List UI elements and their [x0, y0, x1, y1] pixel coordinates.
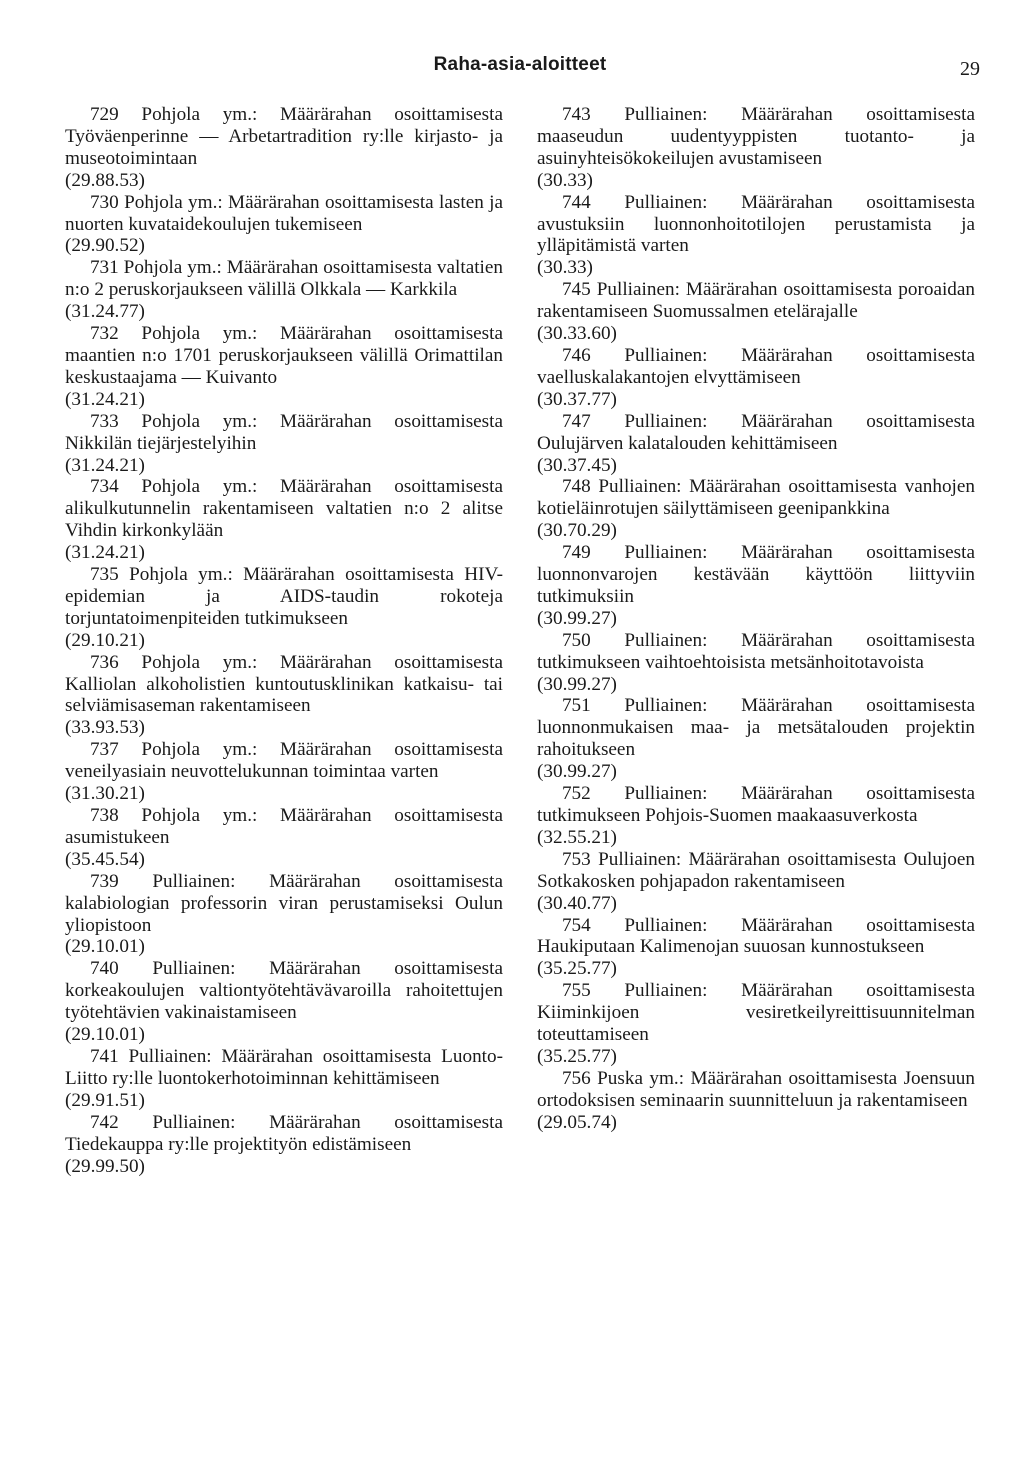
entry-text: 733 Pohjola ym.: Määrärahan osoittamisesta Nikkilän tiejärjestelyihin: [65, 410, 503, 454]
list-item: [537, 695, 975, 783]
list-item: [537, 630, 975, 696]
entry-text: 751 Pulliainen: Määrärahan osoittamisesta luonnonmukaisen maa- ja metsätalouden projektin rahoitukseen: [537, 695, 975, 761]
left-column: [65, 104, 503, 1177]
list-item: [537, 783, 975, 849]
entry-text: 736 Pohjola ym.: Määrärahan osoittamisesta Kalliolan alkoholistien kuntoutusklinikan katkaisu- tai selviämisaseman rakentamiseen: [65, 651, 503, 717]
list-item: [65, 564, 503, 652]
list-item: [65, 739, 503, 805]
entry-text: 739 Pulliainen: Määrärahan osoittamisesta kalabiologian professorin viran perustamiseksi Oulun yliopistoon: [65, 870, 503, 936]
entry-text: 729 Pohjola ym.: Määrärahan osoittamisesta Työväenperinne — Arbetartradition ry:lle kirjasto- ja museotoimintaan: [65, 104, 503, 169]
entry-text: 746 Pulliainen: Määrärahan osoittamisesta vaelluskalakantojen elvyttämiseen: [537, 344, 975, 388]
list-item: [65, 1046, 503, 1112]
list-item: [537, 345, 975, 411]
entry-text: 752 Pulliainen: Määrärahan osoittamisesta tutkimukseen Pohjois-Suomen maakaasuverkosta: [537, 783, 975, 826]
entry-reference: (29.99.50): [65, 1155, 145, 1177]
list-item: [65, 104, 503, 192]
list-item: [537, 104, 975, 192]
entry-text: 744 Pulliainen: Määrärahan osoittamisesta avustuksiin luonnonhoitotilojen perustamista ja ylläpitämistä varten: [537, 191, 975, 257]
list-item: [537, 411, 975, 477]
entry-reference: (29.10.01): [65, 936, 145, 958]
entry-reference: (30.33.60): [537, 323, 617, 345]
entry-text: 754 Pulliainen: Määrärahan osoittamisesta Haukiputaan Kalimenojan suuosan kunnostukseen: [537, 914, 975, 958]
entry-text: 755 Pulliainen: Määrärahan osoittamisesta Kiiminkijoen vesiretkeilyreittisuunnitelman toteuttamiseen: [537, 980, 975, 1046]
entry-reference: (31.24.21): [65, 542, 145, 564]
list-item: [537, 542, 975, 630]
entry-reference: (35.25.77): [537, 1045, 617, 1067]
list-item: [65, 323, 503, 411]
entry-reference: (30.40.77): [537, 892, 617, 914]
list-item: [65, 652, 503, 740]
entry-reference: (29.88.53): [65, 169, 145, 191]
entry-text: 734 Pohjola ym.: Määrärahan osoittamisesta alikulkutunnelin rakentamiseen valtatien n:o 2 alitse Vihdin kirkonkylään: [65, 476, 503, 542]
entry-text: 741 Pulliainen: Määrärahan osoittamisesta Luonto-Liitto ry:lle luontokerhotoiminnan kehittämiseen: [65, 1045, 503, 1089]
entry-reference: (30.70.29): [537, 520, 617, 542]
entry-reference: (30.33): [537, 169, 593, 191]
entry-text: 745 Pulliainen: Määrärahan osoittamisesta poroaidan rakentamiseen Suomussalmen etelärajalle: [537, 279, 975, 323]
entry-reference: (35.45.54): [65, 848, 145, 870]
entry-text: 753 Pulliainen: Määrärahan osoittamisesta Oulujoen Sotkakosken pohjapadon rakentamiseen: [537, 848, 975, 892]
entry-reference: (35.25.77): [537, 958, 617, 980]
entry-text: 748 Pulliainen: Määrärahan osoittamisesta vanhojen kotieläinrotujen säilyttämiseen geenipankkina: [537, 476, 975, 520]
entry-text: 737 Pohjola ym.: Määrärahan osoittamisesta veneilyasiain neuvottelukunnan toimintaa varten: [65, 739, 503, 783]
entry-text: 735 Pohjola ym.: Määrärahan osoittamisesta HIV-epidemian ja AIDS-taudin rokoteja torjuntatoimenpiteiden tutkimukseen: [65, 564, 503, 629]
entry-reference: (30.99.27): [537, 673, 617, 695]
entry-reference: (30.99.27): [537, 607, 617, 629]
list-item: [537, 915, 975, 981]
list-item: [65, 476, 503, 564]
list-item: [65, 805, 503, 871]
entry-reference: (30.37.77): [537, 388, 617, 410]
entry-text: 743 Pulliainen: Määrärahan osoittamisesta maaseudun uudentyyppisten tuotanto- ja asuinyhteisökokeilujen avustamiseen: [537, 104, 975, 169]
entry-text: 750 Pulliainen: Määrärahan osoittamisesta tutkimukseen vaihtoehtoisista metsänhoitotavoista: [537, 629, 975, 673]
entry-reference: (32.55.21): [537, 826, 617, 848]
entry-reference: (31.30.21): [65, 783, 145, 805]
entry-text: 747 Pulliainen: Määrärahan osoittamisesta Oulujärven kalatalouden kehittämiseen: [537, 410, 975, 454]
entry-text: 738 Pohjola ym.: Määrärahan osoittamisesta asumistukeen: [65, 805, 503, 848]
list-item: [537, 279, 975, 345]
list-item: [537, 980, 975, 1068]
list-item: [537, 849, 975, 915]
entry-reference: (30.37.45): [537, 454, 617, 476]
entry-reference: (29.90.52): [65, 235, 145, 257]
list-item: [537, 192, 975, 280]
list-item: [65, 192, 503, 258]
entry-text: 749 Pulliainen: Määrärahan osoittamisesta luonnonvarojen kestävään käyttöön liittyviin tutkimuksiin: [537, 542, 975, 607]
entry-text: 732 Pohjola ym.: Määrärahan osoittamisesta maantien n:o 1701 peruskorjaukseen välillä Orimattilan keskustaajama — Kuivanto: [65, 323, 503, 388]
entry-reference: (29.91.51): [65, 1089, 145, 1111]
running-header: Raha-asia-aloitteet: [433, 54, 607, 75]
entry-text: 730 Pohjola ym.: Määrärahan osoittamisesta lasten ja nuorten kuvataidekoulujen tukemiseen: [65, 191, 503, 235]
entry-reference: (30.99.27): [537, 761, 617, 783]
list-item: [65, 871, 503, 959]
list-item: [65, 1112, 503, 1178]
list-item: [65, 257, 503, 323]
entry-reference: (31.24.21): [65, 388, 145, 410]
entry-reference: (29.10.21): [65, 629, 145, 651]
entry-reference: (29.05.74): [537, 1111, 617, 1133]
entry-text: 742 Pulliainen: Määrärahan osoittamisesta Tiedekauppa ry:lle projektityön edistämiseen: [65, 1111, 503, 1155]
entry-text: 731 Pohjola ym.: Määrärahan osoittamisesta valtatien n:o 2 peruskorjaukseen välillä Olkkala — Karkkila: [65, 257, 503, 301]
list-item: [537, 476, 975, 542]
entry-reference: (29.10.01): [65, 1024, 145, 1046]
entry-reference: (30.33): [537, 257, 593, 279]
list-item: [65, 411, 503, 477]
entry-reference: (33.93.53): [65, 717, 145, 739]
entry-text: 756 Puska ym.: Määrärahan osoittamisesta Joensuun ortodoksisen seminaarin suunnitteluun ja rakentamiseen: [537, 1067, 975, 1111]
page-number: 29: [960, 58, 980, 80]
entry-reference: (31.24.21): [65, 454, 145, 476]
right-column: [537, 104, 975, 1134]
list-item: [537, 1068, 975, 1134]
entry-reference: (31.24.77): [65, 301, 145, 323]
entry-text: 740 Pulliainen: Määrärahan osoittamisesta korkeakoulujen valtiontyötehtävävaroilla rahoitettujen työtehtävien vakinaistamiseen: [65, 958, 503, 1024]
list-item: [65, 958, 503, 1046]
